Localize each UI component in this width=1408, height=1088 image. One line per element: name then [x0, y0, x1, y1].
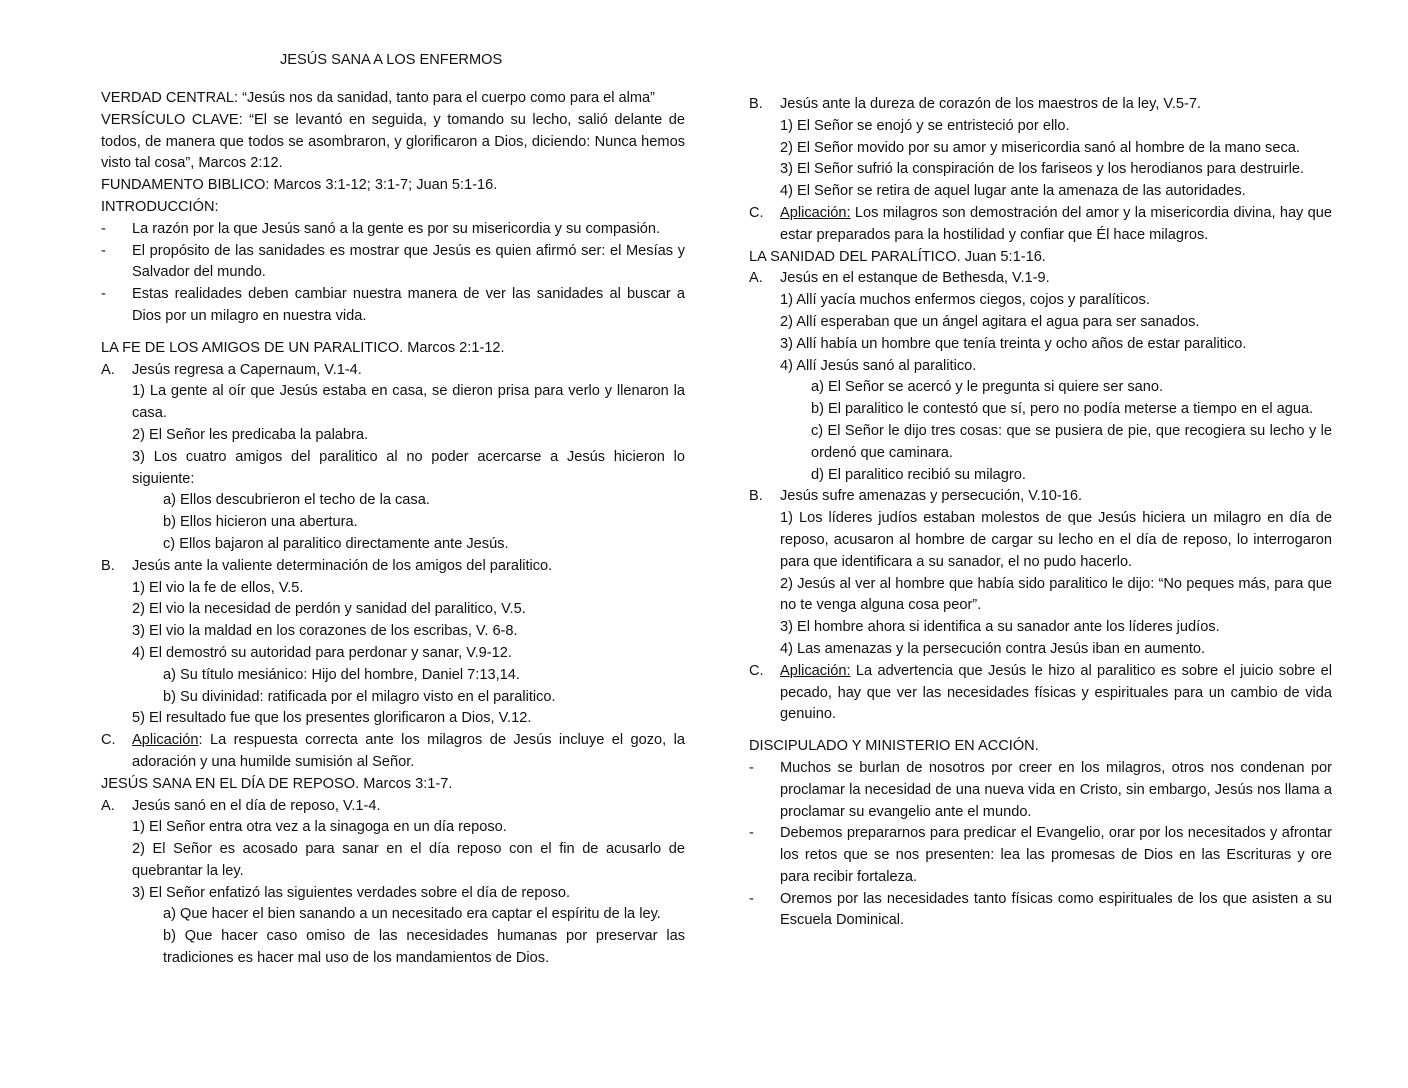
aplicacion-label: Aplicación	[132, 732, 199, 749]
letter-marker: B.	[749, 96, 763, 112]
outline-subitem: 4) El demostró su autoridad para perdonar y sanar, V.9-12.	[132, 644, 512, 661]
outline-subsubitem: b) Ellos hicieron una abertura.	[163, 514, 358, 531]
section-heading: LA FE DE LOS AMIGOS DE UN PARALITICO. Marcos 2:1-12.	[101, 339, 505, 356]
dash-marker: -	[749, 825, 754, 842]
versiculo-clave: VERSÍCULO CLAVE: “El se levantó en seguida, y tomando su lecho, salió delante de todos, de manera que todos se asombraron, y glorificaron a Dios, diciendo: Nunca hemos visto tal cosa”, Marcos 2:12.	[101, 111, 685, 172]
section-heading: DISCIPULADO Y MINISTERIO EN ACCIÓN.	[749, 738, 1039, 755]
outline-item-b: B. Jesús ante la valiente determinación de los amigos del paralitico.	[101, 556, 685, 578]
outline-item-a: A. Jesús sanó en el día de reposo, V.1-4.	[101, 796, 685, 818]
letter-marker: A.	[749, 270, 763, 287]
verdad-central: VERDAD CENTRAL: “Jesús nos da sanidad, tanto para el cuerpo como para el alma”	[101, 90, 656, 106]
outline-subsubitem: b) Su divinidad: ratificada por el milagro visto en el paralitico.	[163, 688, 556, 705]
outline-subitem: 2) Allí esperaban que un ángel agitara el agua para ser sanados.	[780, 313, 1200, 330]
outline-subitem: 4) Las amenazas y la persecución contra Jesús iban en aumento.	[780, 640, 1206, 657]
right-column-body	[749, 94, 1332, 932]
outline-subitem: 3) Allí había un hombre que tenía treinta y ocho años de estar paralitico.	[780, 335, 1247, 352]
outline-subsubitem: a) Que hacer el bien sanando a un necesitado era captar el espíritu de la ley.	[163, 906, 661, 923]
letter-marker: A.	[101, 361, 115, 378]
intro-item: - La razón por la que Jesús sanó a la gente es por su misericordia y su compasión.	[101, 219, 685, 241]
outline-subitem: 1) El Señor se enojó y se entristeció por ello.	[780, 117, 1070, 134]
outline-item-c: C. Aplicación: La advertencia que Jesús le hizo al paralitico es sobre el juicio sobre el pecado, hay que ver las necesidades físicas y espirituales para un cambio de vida genuino.	[749, 662, 1332, 723]
outline-item-a: A. Jesús en el estanque de Bethesda, V.1-9.	[749, 268, 1332, 290]
outline-subitem: 1) La gente al oír que Jesús estaba en casa, se dieron prisa para verlo y llenaron la casa.	[132, 383, 685, 422]
letter-marker: A.	[101, 797, 115, 814]
letter-marker: B.	[749, 488, 763, 505]
ministerio-item: - Debemos prepararnos para predicar el Evangelio, orar por los necesitados y afrontar los retos que se nos presenten: lea las promesas de Dios en las Escrituras y ore para recibir fortaleza.	[749, 825, 1332, 885]
outline-item-b: B. Jesús sufre amenazas y persecución, V.10-16.	[749, 486, 1332, 508]
outline-item-a: A. Jesús regresa a Capernaum, V.1-4.	[101, 360, 685, 382]
dash-marker: -	[749, 890, 754, 907]
outline-subitem: 1) El vio la fe de ellos, V.5.	[132, 579, 304, 596]
outline-subitem: 2) El vio la necesidad de perdón y sanidad del paralitico, V.5.	[132, 601, 526, 618]
outline-subsubitem: c) El Señor le dijo tres cosas: que se pusiera de pie, que recogiera su lecho y le ordenó que caminara.	[811, 422, 1332, 461]
page-title: JESÚS SANA A LOS ENFERMOS	[280, 52, 503, 68]
outline-subitem: 3) El vio la maldad en los corazones de los escribas, V. 6-8.	[132, 623, 518, 640]
left-column-body	[101, 88, 685, 970]
outline-subitem: 2) Jesús al ver al hombre que había sido paralitico le dijo: “No peques más, para que no te venga alguna cosa peor”.	[780, 575, 1332, 614]
outline-subsubitem: a) El Señor se acercó y le pregunta si quiere ser sano.	[811, 379, 1164, 396]
outline-subsubitem: d) El paralitico recibió su milagro.	[811, 466, 1026, 483]
letter-marker: C.	[101, 732, 116, 749]
outline-subitem: 2) El Señor es acosado para sanar en el día reposo con el fin de acusarlo de quebrantar la ley.	[132, 841, 685, 879]
outline-item-c: C. Aplicación: La respuesta correcta ante los milagros de Jesús incluye el gozo, la adoración y una humilde sumisión al Señor.	[101, 732, 685, 770]
outline-subitem: 4) El Señor se retira de aquel lugar ante la amenaza de las autoridades.	[780, 183, 1246, 200]
outline-subitem: 3) El hombre ahora si identifica a su sanador ante los líderes judíos.	[780, 619, 1220, 636]
outline-item-b: B. Jesús ante la dureza de corazón de los maestros de la ley, V.5-7.	[749, 94, 1332, 116]
fundamento-biblico: FUNDAMENTO BIBLICO: Marcos 3:1-12; 3:1-7; Juan 5:1-16.	[101, 177, 498, 194]
intro-item: - Estas realidades deben cambiar nuestra manera de ver las sanidades al buscar a Dios por un milagro en nuestra vida.	[101, 286, 685, 324]
section-heading: JESÚS SANA EN EL DÍA DE REPOSO. Marcos 3:1-7.	[101, 775, 453, 792]
outline-subitem: 3) El Señor enfatizó las siguientes verdades sobre el día de reposo.	[132, 884, 571, 901]
ministerio-item: - Oremos por las necesidades tanto físicas como espirituales de los que asisten a su Escuela Dominical.	[749, 890, 1332, 929]
outline-subsubitem: b) El paralitico le contestó que sí, pero no podía meterse a tiempo en el agua.	[811, 401, 1314, 418]
outline-subitem: 4) Allí Jesús sanó al paralitico.	[780, 357, 977, 374]
intro-item: - El propósito de las sanidades es mostrar que Jesús es quien afirmó ser: el Mesías y Salvador del mundo.	[101, 242, 685, 281]
outline-subsubitem: b) Que hacer caso omiso de las necesidades humanas por preservar las tradiciones es hacer mal uso de los mandamientos de Dios.	[163, 928, 685, 967]
aplicacion-label: Aplicación:	[780, 662, 851, 679]
intro-heading: INTRODUCCIÓN:	[101, 198, 219, 215]
dash-marker: -	[101, 242, 106, 259]
outline-subitem: 3) Los cuatro amigos del paralitico al no poder acercarse a Jesús hicieron lo siguiente:	[132, 448, 685, 487]
ministerio-item: - Muchos se burlan de nosotros por creer en los milagros, otros nos condenan por proclamar la necesidad de una nueva vida en Cristo, sin embargo, Jesús nos llama a proclamar su evangelio ante el mundo.	[749, 759, 1332, 820]
outline-subitem: 1) El Señor entra otra vez a la sinagoga en un día reposo.	[132, 819, 507, 836]
outline-subitem: 2) El Señor movido por su amor y misericordia sanó al hombre de la mano seca.	[780, 139, 1300, 156]
outline-subitem: 1) Los líderes judíos estaban molestos de que Jesús hiciera un milagro en día de reposo, acusaron al hombre de cargar su lecho en el día de reposo, lo interrogaron para que identificara a su sanador, el no pudo hacerlo.	[780, 510, 1332, 570]
dash-marker: -	[101, 286, 106, 303]
dash-marker: -	[101, 220, 106, 237]
letter-marker: C.	[749, 204, 764, 221]
dash-marker: -	[749, 759, 754, 776]
outline-subitem: 5) El resultado fue que los presentes glorificaron a Dios, V.12.	[132, 710, 532, 727]
letter-marker: B.	[101, 557, 115, 574]
outline-subitem: 2) El Señor les predicaba la palabra.	[132, 426, 369, 443]
outline-subsubitem: a) Su título mesiánico: Hijo del hombre, Daniel 7:13,14.	[163, 666, 520, 683]
letter-marker: C.	[749, 662, 764, 679]
aplicacion-label: Aplicación:	[780, 204, 851, 221]
outline-item-c: C. Aplicación: Los milagros son demostración del amor y la misericordia divina, hay que estar preparados para la hostilidad y confiar que Él hace milagros.	[749, 204, 1332, 243]
outline-subsubitem: c) Ellos bajaron al paralitico directamente ante Jesús.	[163, 535, 509, 552]
section-heading: LA SANIDAD DEL PARALÍTICO. Juan 5:1-16.	[749, 248, 1046, 265]
outline-subitem: 1) Allí yacía muchos enfermos ciegos, cojos y paralíticos.	[780, 292, 1150, 309]
outline-subitem: 3) El Señor sufrió la conspiración de los fariseos y los herodianos para destruirle.	[780, 161, 1305, 178]
outline-subsubitem: a) Ellos descubrieron el techo de la casa.	[163, 492, 430, 509]
